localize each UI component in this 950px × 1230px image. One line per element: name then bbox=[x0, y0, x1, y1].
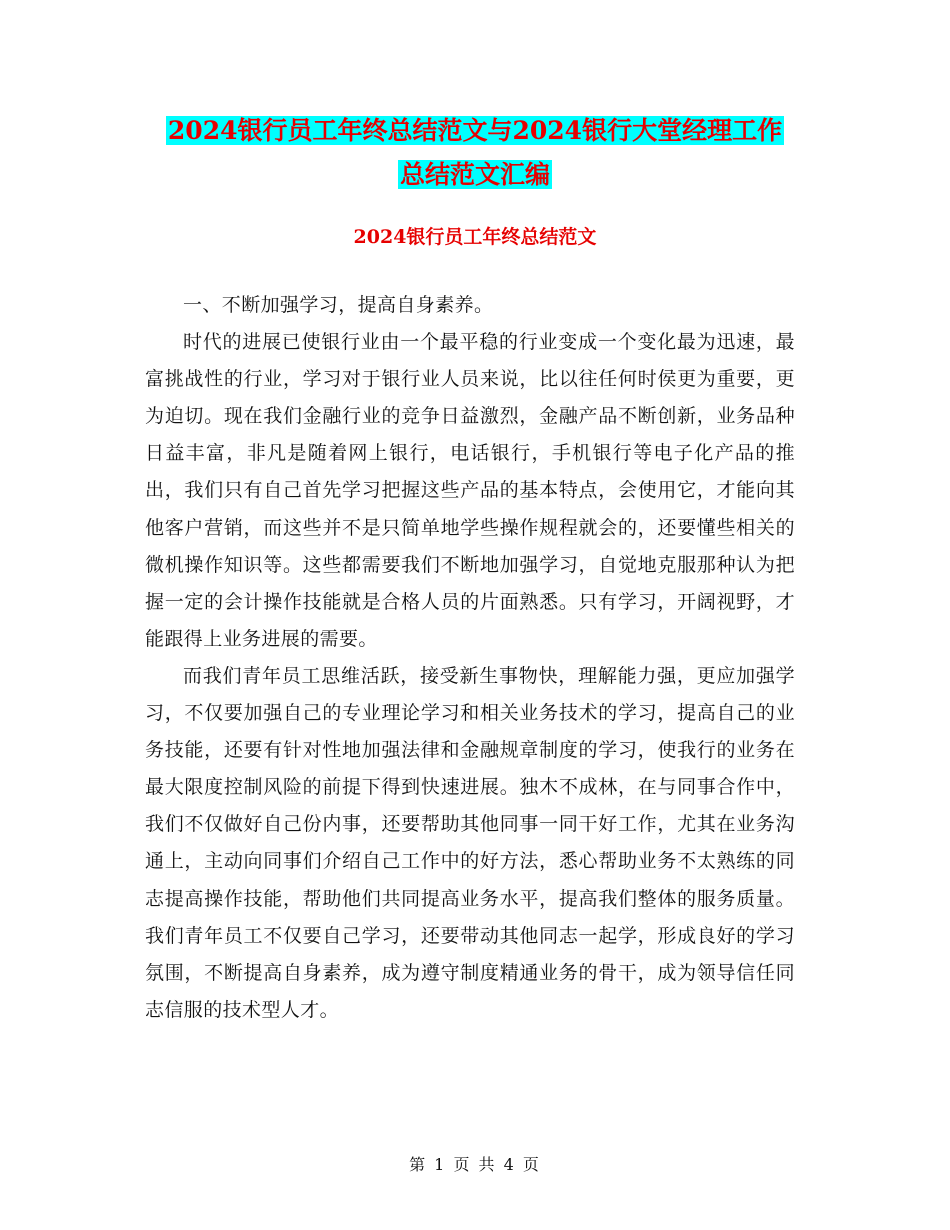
paragraph-body-2: 而我们青年员工思维活跃，接受新生事物快，理解能力强，更应加强学习，不仅要加强自己的专业理论学习和相关业务技术的学习，提高自己的业务技能，还要有针对性地加强法律和金融规章制度的学习，使我行的业务在最大限度控制风险的前提下得到快速进展。独木不成林，在与同事合作中，我们不仅做好自己份内事，还要帮助其他同事一同干好工作，尤其在业务沟通上，主动向同事们介绍自己工作中的好方法，悉心帮助业务不太熟练的同志提高操作技能，帮助他们共同提高业务水平，提高我们整体的服务质量。我们青年员工不仅要自己学习，还要带动其他同志一起学，形成良好的学习氛围，不断提高自身素养，成为遵守制度精通业务的骨干，成为领导信任同志信服的技术型人才。 bbox=[145, 664, 795, 1021]
paragraph-body-1: 时代的进展已使银行业由一个最平稳的行业变成一个变化最为迅速，最富挑战性的行业，学习对于银行业人员来说，比以往任何时侯更为重要，更为迫切。现在我们金融行业的竞争日益激烈，金融产品不断创新，业务品种日益丰富，非凡是随着网上银行，电话银行，手机银行等电子化产品的推出，我们只有自己首先学习把握这些产品的基本特点，会使用它，才能向其他客户营销，而这些并不是只简单地学些操作规程就会的，还要懂些相关的微机操作知识等。这些都需要我们不断地加强学习，自觉地克服那种认为把握一定的会计操作技能就是合格人员的片面熟悉。只有学习，开阔视野，才能跟得上业务进展的需要。 bbox=[145, 331, 795, 650]
document-title-line-1 bbox=[0, 112, 950, 150]
paragraph-point-heading: 一、不断加强学习，提高自身素养。 bbox=[183, 294, 494, 316]
document-title-text-2: 总结范文汇编 bbox=[399, 160, 550, 189]
body-text bbox=[145, 287, 795, 1029]
document-title-text-1: 2024银行员工年终总结范文与2024银行大堂经理工作 bbox=[167, 116, 783, 145]
section-heading: 2024银行员工年终总结范文 bbox=[353, 226, 597, 248]
page-number-footer: 第 1 页 共 4 页 bbox=[409, 1155, 541, 1174]
document-title-line-2 bbox=[0, 156, 950, 194]
